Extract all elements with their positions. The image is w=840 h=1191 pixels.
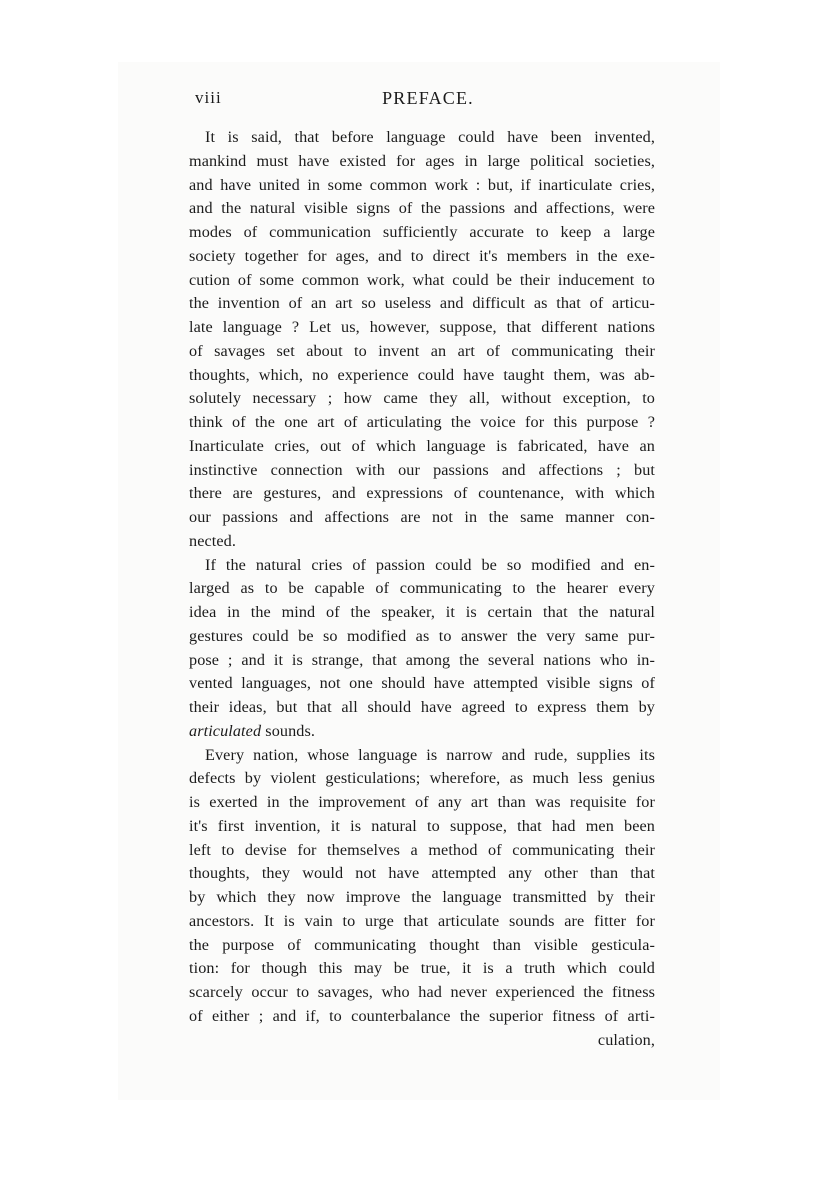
text-line: idea in the mind of the speaker, it is certain that the natural (189, 603, 655, 621)
text-line: thoughts, which, no experience could have taught them, was ab- (189, 365, 655, 384)
text-line: it's first invention, it is natural to suppose, that had men been (189, 816, 655, 835)
page-number: viii (195, 88, 222, 107)
text-line: and the natural visible signs of the passions and affections, were (189, 199, 655, 218)
text-line: the invention of an art so useless and difficult as that of articu- (189, 294, 655, 313)
text-line: and have united in some common work : but, if inarticulate cries, (189, 175, 655, 194)
text-line: of savages set about to invent an art of communicating their (189, 341, 655, 360)
text-line: scarcely occur to savages, who had never experienced the fitness (189, 983, 655, 1001)
text-line: by which they now improve the language transmitted by their (189, 888, 655, 906)
text-line: If the natural cries of passion could be so modified and en- (205, 555, 655, 574)
text-line: pose ; and it is strange, that among the several nations who in- (189, 650, 655, 669)
text-line: modes of communication sufficiently accurate to keep a large (189, 223, 655, 241)
text-line: Every nation, whose language is narrow and rude, supplies its (205, 745, 655, 764)
catchword-line: culation, (597, 1030, 655, 1049)
text-line: thoughts, they would not have attempted any other than that (189, 864, 655, 883)
text-line: nected. (189, 531, 236, 550)
text-line: It is said, that before language could have been invented, (205, 128, 655, 146)
running-title: PREFACE. (382, 88, 474, 108)
text-line: is exerted in the improvement of any art than was requisite for (189, 793, 655, 811)
text-line: cution of some common work, what could be their inducement to (189, 270, 655, 289)
text-line: solutely necessary ; how came they all, without exception, to (189, 389, 655, 408)
text-line (189, 720, 655, 744)
text-line: late language ? Let us, however, suppose, that different nations (189, 318, 655, 336)
text-fragment: sounds. (265, 721, 316, 740)
body-text (189, 126, 655, 1052)
text-line: our passions and affections are not in the same manner con- (189, 508, 655, 526)
text-line: their ideas, but that all should have agreed to express them by (189, 698, 655, 716)
text-line: left to devise for themselves a method of communicating their (189, 840, 655, 859)
text-line: larged as to be capable of communicating to the hearer every (189, 579, 655, 598)
text-line: instinctive connection with our passions and affections ; but (189, 460, 655, 479)
text-line: gestures could be so modified as to answer the very same pur- (189, 626, 655, 645)
italic-word: articulated (189, 721, 262, 740)
page-header (195, 88, 661, 114)
text-line: vented languages, not one should have attempted visible signs of (189, 674, 655, 693)
text-line: Inarticulate cries, out of which language is fabricated, have an (189, 436, 655, 455)
text-line: mankind must have existed for ages in large political societies, (189, 151, 655, 170)
text-line: defects by violent gesticulations; wherefore, as much less genius (189, 769, 655, 788)
text-line: the purpose of communicating thought than visible gesticula- (189, 935, 655, 954)
text-line: ancestors. It is vain to urge that articulate sounds are fitter for (189, 911, 655, 930)
text-line: think of the one art of articulating the voice for this purpose ? (189, 413, 655, 431)
text-line: of either ; and if, to counterbalance the superior fitness of arti- (189, 1006, 655, 1025)
text-line: society together for ages, and to direct it's members in the exe- (189, 246, 655, 265)
text-line: there are gestures, and expressions of countenance, with which (189, 484, 655, 503)
text-line: tion: for though this may be true, it is a truth which could (189, 959, 655, 978)
